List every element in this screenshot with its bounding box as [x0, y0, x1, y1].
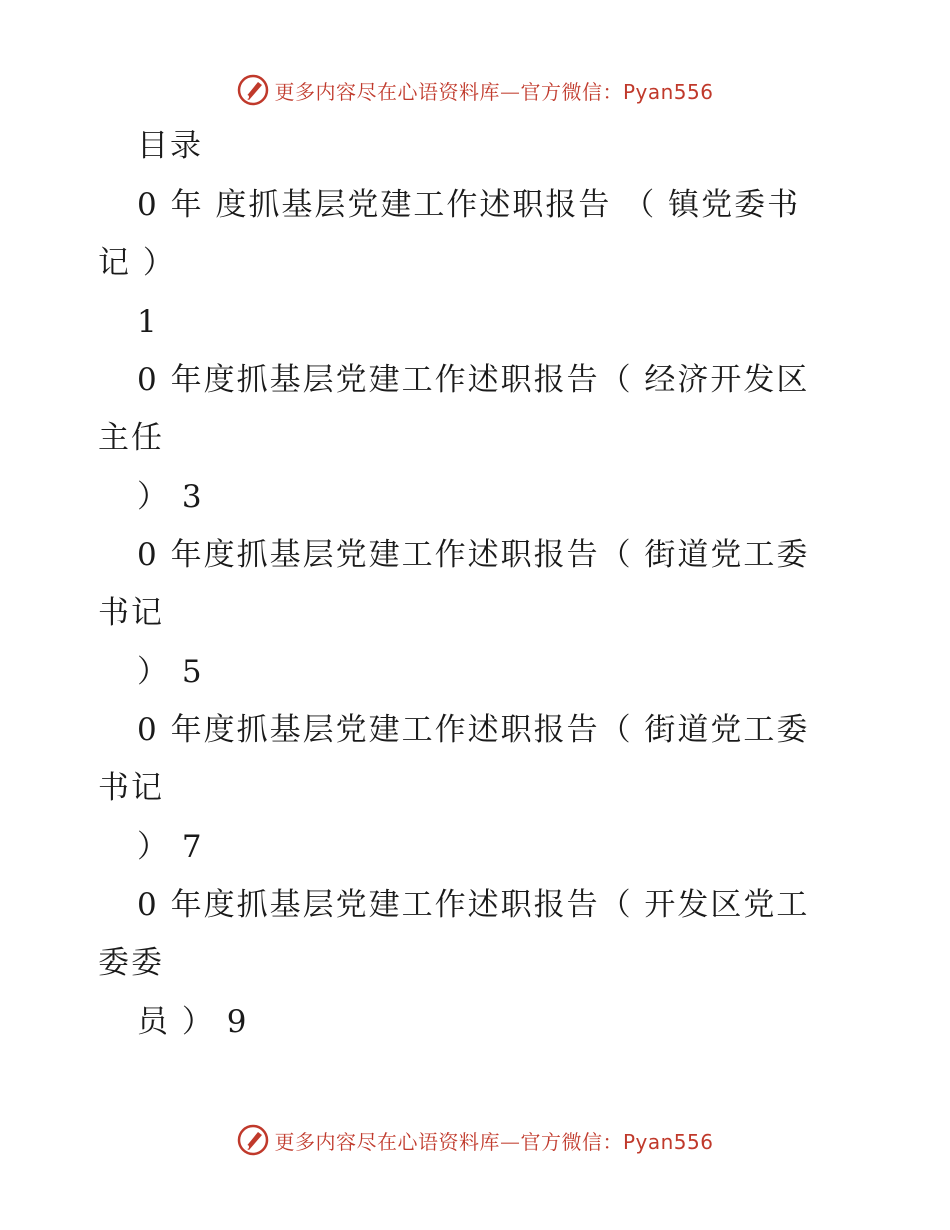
toc-entry-line: 委委 [98, 945, 164, 981]
toc-entry-line: 主任 [98, 420, 164, 456]
toc-entry-line: 0 年 度抓基层党建工作述职报告 （ 镇党委书 [137, 187, 801, 223]
pen-logo-icon [236, 1123, 270, 1157]
toc-page-number: ） 7 [137, 829, 204, 865]
toc-page-number: ） 5 [137, 654, 204, 690]
banner-text: 更多内容尽在心语资料库—官方微信：Pyan556 [274, 79, 714, 104]
toc-entry-line: 书记 [98, 595, 164, 631]
toc-entry-line: 0 年度抓基层党建工作述职报告（ 经济开发区 [137, 362, 810, 398]
toc-entry-line: 书记 [98, 770, 164, 806]
toc-entry-line: 0 年度抓基层党建工作述职报告（ 开发区党工 [137, 887, 810, 923]
toc-page-number: ） 3 [137, 479, 204, 515]
toc-page-number: 员 ） 9 [137, 1004, 249, 1040]
footer-banner [0, 1120, 950, 1160]
toc-page-number: 1 [137, 304, 159, 340]
toc-entry-line: 0 年度抓基层党建工作述职报告（ 街道党工委 [137, 537, 810, 573]
toc-title: 目录 [137, 128, 203, 164]
toc-entry-line: 记 ） [98, 245, 176, 281]
banner-text: 更多内容尽在心语资料库—官方微信：Pyan556 [274, 1129, 714, 1154]
toc-entry-line: 0 年度抓基层党建工作述职报告（ 街道党工委 [137, 712, 810, 748]
